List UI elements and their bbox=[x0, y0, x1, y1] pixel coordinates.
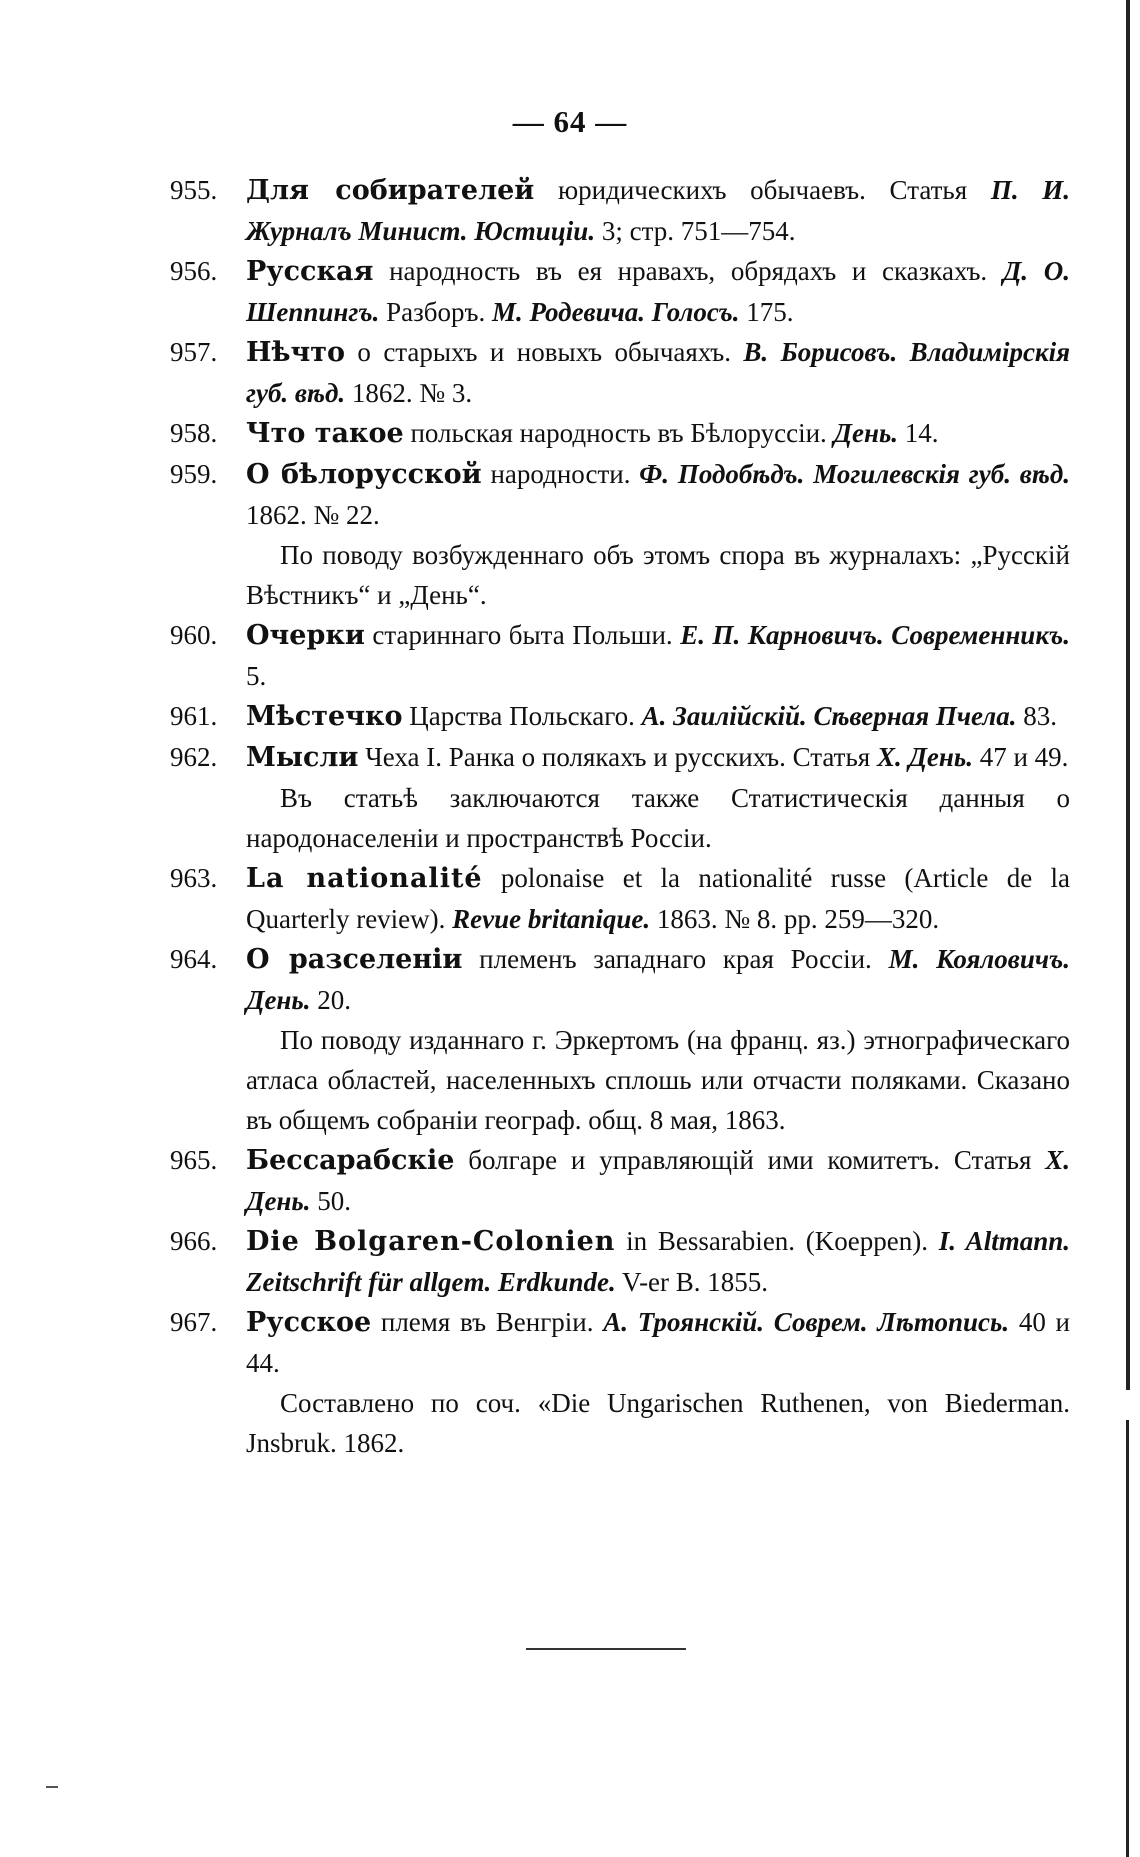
entry-title: Русское bbox=[246, 1307, 372, 1338]
entry-tail: 3; стр. 751—754. bbox=[595, 216, 796, 246]
entry-source: Соврем. Лѣтопись. bbox=[773, 1307, 1010, 1337]
entry-source: День. bbox=[908, 742, 973, 772]
entry-author: Х. bbox=[876, 742, 902, 772]
entry-number: 963. bbox=[170, 863, 218, 893]
entry-text-2 bbox=[897, 337, 909, 367]
entry-source: М. Родевича. Голосъ. bbox=[492, 297, 740, 327]
entry-number: 959. bbox=[170, 459, 218, 489]
entry-967 bbox=[170, 1302, 1070, 1383]
entry-text-2 bbox=[804, 459, 813, 489]
entry-title: Die Bolgaren-Colonien bbox=[246, 1226, 616, 1257]
entry-962 bbox=[170, 737, 1070, 778]
entry-source: Владимірскія губ. вѣд. bbox=[246, 337, 1071, 408]
entry-955 bbox=[170, 170, 1070, 251]
bibliography-list bbox=[170, 170, 1070, 1463]
entry-source: Журналъ Минист. Юстиціи. bbox=[246, 216, 596, 246]
entry-tail: 47 и 49. bbox=[972, 742, 1069, 772]
entry-text: Чеха I. Ранка о полякахъ и русскихъ. Статья bbox=[358, 742, 877, 772]
entry-number: 956. bbox=[170, 256, 218, 286]
entry-text: polonaise et la nationalité russe (Article de la Quarterly review). bbox=[246, 863, 1070, 934]
entry-number: 964. bbox=[170, 944, 218, 974]
entry-tail: 20. bbox=[310, 985, 352, 1015]
entry-source: День. bbox=[833, 418, 899, 448]
entry-number: 960. bbox=[170, 620, 218, 650]
entry-author: Х. bbox=[1045, 1145, 1070, 1175]
entry-text: стариннаго быта Польши. bbox=[364, 620, 681, 650]
entry-source: Могилевскія губ. вѣд. bbox=[813, 459, 1071, 489]
entry-title: Нѣчто bbox=[246, 337, 345, 368]
entry-author: В. Борисовъ. bbox=[743, 337, 898, 367]
entry-title: Что такое bbox=[246, 418, 404, 449]
entry-text: племенъ западнаго края Россіи. bbox=[462, 944, 889, 974]
entry-957 bbox=[170, 332, 1070, 413]
entry-title: Русская bbox=[246, 256, 374, 287]
entry-number: 966. bbox=[170, 1226, 218, 1256]
entry-number: 955. bbox=[170, 175, 218, 205]
entry-966 bbox=[170, 1221, 1070, 1302]
entry-source: День. bbox=[246, 1186, 311, 1216]
entry-author: П. И. bbox=[990, 175, 1070, 205]
entry-note-967: Составлено по соч. «Die Ungarischen Ruthenen, von Biederman. Jnsbruk. 1862. bbox=[246, 1388, 1070, 1458]
entry-number: 958. bbox=[170, 418, 218, 448]
entry-text: народность въ ея нравахъ, обрядахъ и сказкахъ. bbox=[373, 256, 1003, 286]
entry-title: Для собирателей bbox=[246, 175, 535, 206]
entry-tail: 5. bbox=[246, 661, 267, 691]
entry-note-962: Въ статьѣ заключаются также Статистическія данныя о народонаселеніи и пространствѣ Россіи. bbox=[246, 783, 1070, 853]
entry-tail: 50. bbox=[310, 1186, 352, 1216]
entry-note-964: По поводу изданнаго г. Эркертомъ (на франц. яз.) этнографическаго атласа областей, населенныхъ сплошь или отчасти поляками. Сказано въ общемъ собраніи географ. общ. 8 мая, 1863. bbox=[246, 1025, 1070, 1135]
entry-text: народности. bbox=[481, 459, 640, 489]
entry-source: Современникъ. bbox=[891, 620, 1070, 650]
entry-959 bbox=[170, 454, 1070, 535]
entry-text: in Bessarabien. (Koeppen). bbox=[615, 1226, 939, 1256]
entry-tail: 14. bbox=[898, 418, 939, 448]
entry-text-2 bbox=[764, 1307, 774, 1337]
entry-number: 967. bbox=[170, 1307, 218, 1337]
entry-title: Бессарабскіе bbox=[246, 1145, 455, 1176]
entry-author: А. Троянскій. bbox=[603, 1307, 765, 1337]
entry-964 bbox=[170, 939, 1070, 1020]
entry-tail: 83. bbox=[1016, 701, 1057, 731]
entry-author: А. Заилійскій. bbox=[641, 701, 807, 731]
entry-text: юридическихъ обычаевъ. Статья bbox=[534, 175, 991, 205]
entry-source: Сѣверная Пчела. bbox=[813, 701, 1017, 731]
entry-title: La nationalité bbox=[246, 863, 483, 894]
entry-text: польская народность въ Бѣлоруссіи. bbox=[403, 418, 834, 448]
entry-text: Царства Польскаго. bbox=[402, 701, 642, 731]
entry-source: Zeitschrift für allgem. Erdkunde. bbox=[246, 1267, 616, 1297]
entry-source: День. bbox=[246, 985, 311, 1015]
entry-author: I. Altmann. bbox=[938, 1226, 1070, 1256]
entry-963 bbox=[170, 858, 1070, 939]
entry-tail: 175. bbox=[739, 297, 794, 327]
entry-source: Revue britanique. bbox=[452, 904, 651, 934]
entry-number: 957. bbox=[170, 337, 218, 367]
entry-958 bbox=[170, 413, 1070, 454]
entry-title: Очерки bbox=[246, 620, 365, 651]
entry-author: Ф. Подобѣдъ. bbox=[639, 459, 805, 489]
entry-tail: 40 и 44. bbox=[246, 1307, 1070, 1378]
scan-edge-line-lower bbox=[1126, 1420, 1129, 1857]
entry-author: Е. П. Карновичъ. bbox=[680, 620, 884, 650]
entry-tail: 1862. № 3. bbox=[345, 378, 473, 408]
entry-961 bbox=[170, 696, 1070, 737]
entry-number: 961. bbox=[170, 701, 218, 731]
entry-956 bbox=[170, 251, 1070, 332]
entry-text: о старыхъ и новыхъ обычаяхъ. bbox=[345, 337, 744, 367]
entry-title: О бѣлорусской bbox=[246, 459, 482, 490]
entry-text-2: Разборъ. bbox=[379, 297, 492, 327]
entry-number: 962. bbox=[170, 742, 218, 772]
entry-tail: 1863. № 8. pp. 259—320. bbox=[650, 904, 940, 934]
entry-965 bbox=[170, 1140, 1070, 1221]
scan-edge-line bbox=[1126, 0, 1130, 1390]
entry-text: болгаре и управляющій ими комитетъ. Статья bbox=[454, 1145, 1046, 1175]
entry-text: племя въ Венгріи. bbox=[371, 1307, 604, 1337]
entry-title: Мѣстечко bbox=[246, 701, 403, 732]
entry-960 bbox=[170, 615, 1070, 696]
entry-note-959: По поводу возбужденнаго объ этомъ спора въ журналахъ: „Русскій Вѣстникъ“ и „День“. bbox=[246, 540, 1070, 610]
entry-author: Д. О. Шеппингъ. bbox=[246, 256, 1070, 327]
entry-number: 965. bbox=[170, 1145, 218, 1175]
entry-tail: V-er B. 1855. bbox=[615, 1267, 769, 1297]
page-number: — 64 — bbox=[512, 104, 628, 139]
end-rule bbox=[526, 1648, 686, 1650]
entry-author: М. Кояловичъ. bbox=[888, 944, 1070, 974]
entry-title: О разселеніи bbox=[246, 944, 463, 975]
entry-title: Мысли bbox=[246, 742, 359, 773]
entry-tail: 1862. № 22. bbox=[246, 500, 380, 530]
scan-margin-mark bbox=[46, 1786, 58, 1788]
